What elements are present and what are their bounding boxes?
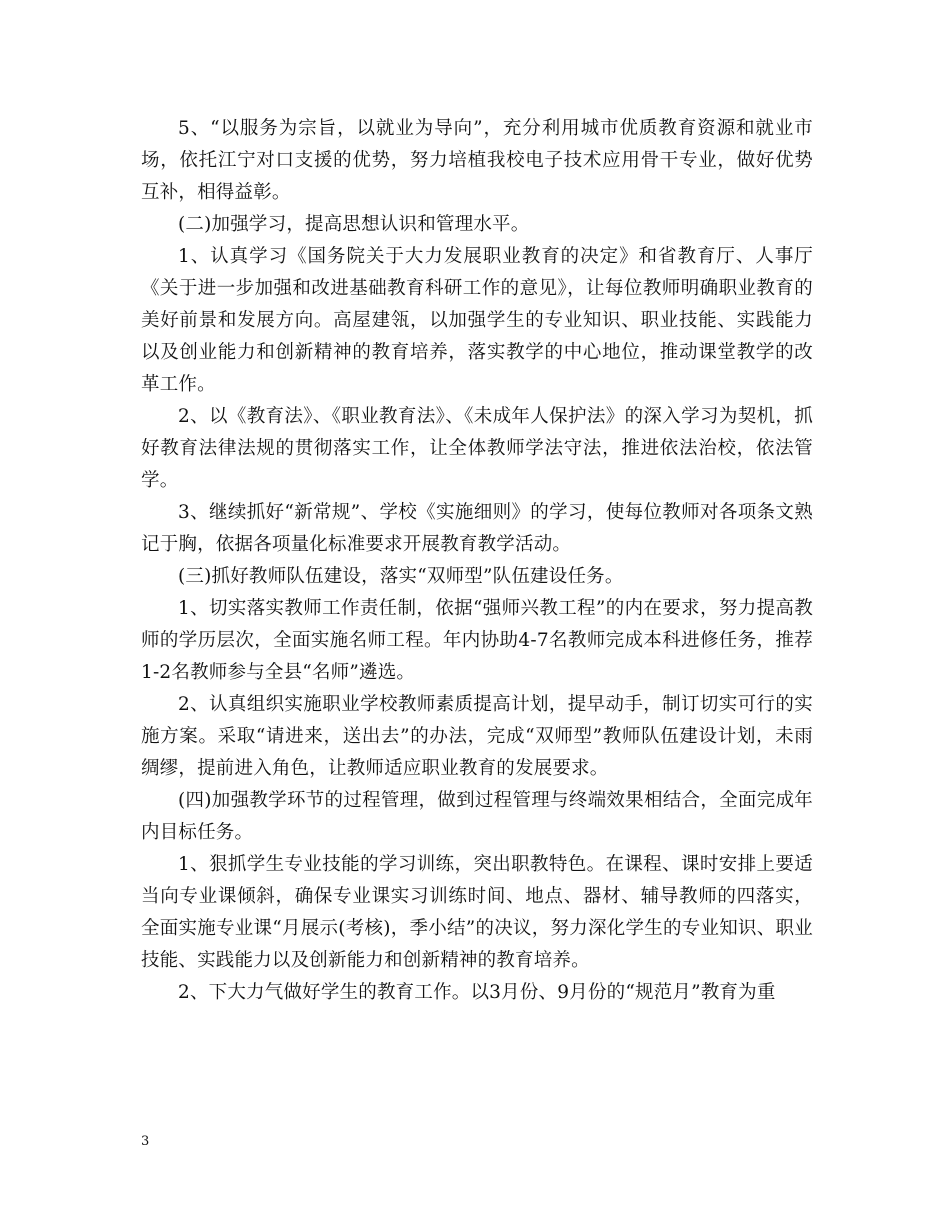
page-number: 3 bbox=[141, 1134, 150, 1149]
paragraph-study-2: 2、以《教育法》、《职业教育法》、《未成年人保护法》的深入学习为契机，抓好教育法律法规的贯彻落实工作，让全体教师学法守法，推进依法治校，依法管学。 bbox=[141, 406, 813, 491]
paragraph-teachers-2: 2、认真组织实施职业学校教师素质提高计划，提早动手，制订切实可行的实施方案。采取“请进来，送出去”的办法，完成“双师型”教师队伍建设计划，未雨绸缪，提前进入角色，让教师适应职业教育的发展要求。 bbox=[141, 694, 813, 779]
paragraph-teachers-1: 1、切实落实教师工作责任制，依据“强师兴教工程”的内在要求，努力提高教师的学历层次，全面实施名师工程。年内协助4-7名教师完成本科进修任务，推荐1-2名教师参与全县“名师”遴选。 bbox=[141, 598, 813, 683]
paragraph-teaching-1: 1、狠抓学生专业技能的学习训练，突出职教特色。在课程、课时安排上要适当向专业课倾斜，确保专业课实习训练时间、地点、器材、辅导教师的四落实，全面实施专业课“月展示(考核)，季小结”的决议，努力深化学生的专业知识、职业技能、实践能力以及创新能力和创新精神的教育培养。 bbox=[141, 854, 813, 971]
document-body bbox=[141, 113, 813, 1009]
section-heading-teachers: (三)抓好教师队伍建设，落实“双师型”队伍建设任务。 bbox=[178, 566, 624, 587]
section-heading-study: (二)加强学习，提高思想认识和管理水平。 bbox=[178, 214, 530, 235]
section-heading-teaching: (四)加强教学环节的过程管理，做到过程管理与终端效果相结合，全面完成年内目标任务。 bbox=[141, 790, 813, 843]
paragraph-study-3: 3、继续抓好“新常规”、学校《实施细则》的学习，使每位教师对各项条文熟记于胸，依据各项量化标准要求开展教育教学活动。 bbox=[141, 502, 813, 555]
paragraph-teaching-2: 2、下大力气做好学生的教育工作。以3月份、9月份的“规范月”教育为重 bbox=[178, 982, 776, 1003]
paragraph-study-1: 1、认真学习《国务院关于大力发展职业教育的决定》和省教育厅、人事厅《关于进一步加强和改进基础教育科研工作的意见》，让每位教师明确职业教育的美好前景和发展方向。高屋建瓴，以加强学生的专业知识、职业技能、实践能力以及创业能力和创新精神的教育培养，落实教学的中心地位，推动课堂教学的改革工作。 bbox=[141, 246, 813, 395]
paragraph-item-5-employment: 5、“以服务为宗旨，以就业为导向”，充分利用城市优质教育资源和就业市场，依托江宁对口支援的优势，努力培植我校电子技术应用骨干专业，做好优势互补，相得益彰。 bbox=[141, 118, 813, 203]
